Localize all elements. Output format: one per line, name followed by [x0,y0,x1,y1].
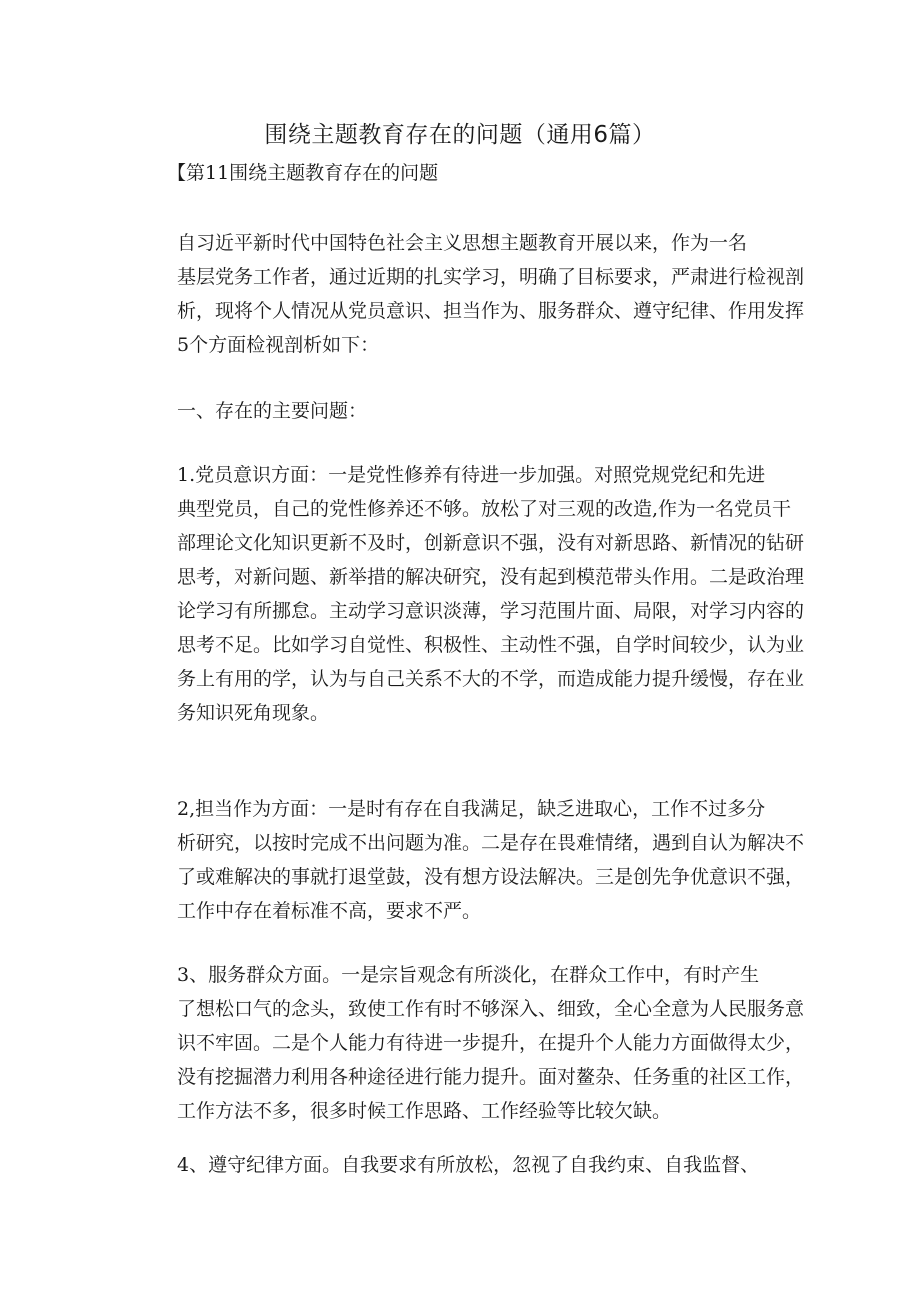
paragraph-line: 思考，对新问题、新举措的解决研究，没有起到模范带头作用。二是政治理 [177,566,805,588]
paragraph-line: 2,担当作为方面：一是时有存在自我满足，缺乏进取心，工作不过多分 [177,798,766,820]
paragraph-line: 了或难解决的事就打退堂鼓，没有想方设法解决。三是创先争优意识不强， [177,866,805,888]
paragraph-line: 1.党员意识方面：一是党性修养有待进一步加强。对照党规党纪和先进 [177,464,766,486]
paragraph-line: 自习近平新时代中国特色社会主义思想主题教育开展以来，作为一名 [177,232,748,254]
paragraph-line: 基层党务工作者，通过近期的扎实学习，明确了目标要求，严肃进行检视剖 [177,266,805,288]
paragraph-line: 没有挖掘潜力利用各种途径进行能力提升。面对鳌杂、任务重的社区工作， [177,1066,805,1088]
paragraph-line: 3、服务群众方面。一是宗旨观念有所淡化，在群众工作中，有时产生 [177,964,760,986]
paragraph-discipline [133,1148,795,1182]
paragraph-line: 思考不足。比如学习自觉性、积极性、主动性不强，自学时间较少，认为业 [177,634,805,656]
paragraph-line: 工作方法不多，很多时候工作思路、工作经验等比较欠缺。 [177,1100,672,1122]
paragraph-line: 识不牢固。二是个人能力有待进一步提升，在提升个人能力方面做得太少， [177,1032,805,1054]
paragraph-line: 析，现将个人情况从党员意识、担当作为、服务群众、遵守纪律、作用发挥 [177,300,805,322]
section-heading: 【第11围绕主题教育存在的问题 [167,162,439,184]
paragraph-line: 了想松口气的念头，致使工作有时不够深入、细致，全心全意为人民服务意 [177,998,805,1020]
paragraph-serving-masses [133,958,805,1128]
paragraph-line: 论学习有所挪怠。主动学习意识淡薄，学习范围片面、局限，对学习内容的 [177,600,805,622]
paragraph-party-awareness [133,458,805,730]
paragraph-intro [133,226,805,362]
paragraph-responsibility [133,792,805,928]
document-title: 围绕主题教育存在的问题（通用6篇） [264,122,656,148]
paragraph-line: 一、存在的主要问题： [177,400,368,422]
paragraph-line: 部理论文化知识更新不及时，创新意识不强，没有对新思路、新情况的钻研 [177,532,805,554]
paragraph-line: 工作中存在着标准不高，要求不严。 [177,900,482,922]
paragraph-line: 4、遵守纪律方面。自我要求有所放松，忽视了自我约束、自我监督、 [177,1154,760,1176]
paragraph-line: 务上有用的学，认为与自己关系不大的不学，而造成能力提升缓慢，存在业 [177,668,805,690]
paragraph-problems-heading [133,394,795,428]
paragraph-line: 5个方面检视剖析如下： [177,334,380,356]
paragraph-line: 务知识死角现象。 [177,702,330,724]
paragraph-line: 析研究，以按时完成不出问题为准。二是存在畏难情绪，遇到自认为解决不 [177,832,805,854]
paragraph-line: 典型党员，自己的党性修养还不够。放松了对三观的改造,作为一名党员干 [177,498,792,520]
